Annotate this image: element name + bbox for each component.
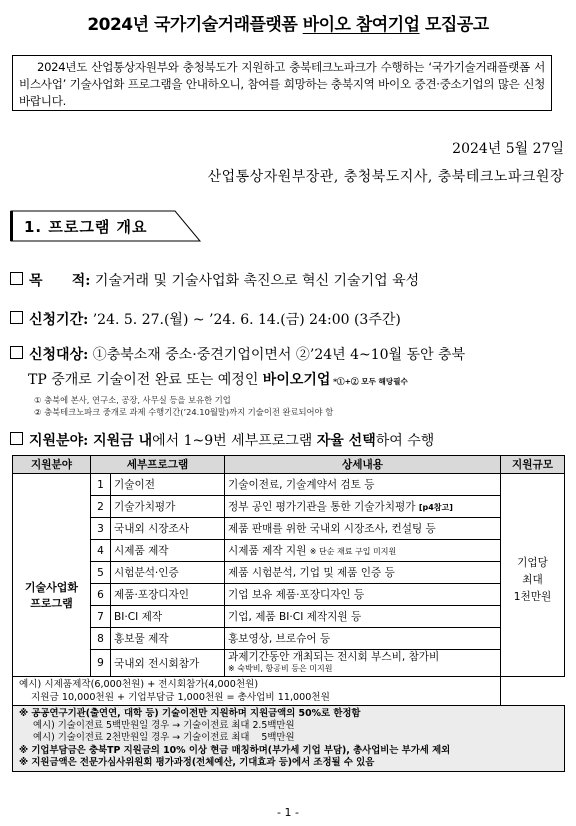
program-name: 기술가치평가 (111, 496, 225, 518)
program-name: 시험분석·인증 (111, 562, 225, 584)
detail-note: ※ 단순 재료 구입 미지원 (309, 547, 397, 556)
table-row (13, 518, 565, 540)
detail-text: 제품 판매를 위한 국내외 시장조사, 컨설팅 등 (228, 523, 436, 535)
target-line2c: *①+② 모두 해당필수 (330, 377, 408, 386)
program-detail (225, 540, 501, 562)
program-detail (225, 496, 501, 518)
detail-text: 정부 공인 평가기관을 통한 기술가치평가 (228, 501, 419, 513)
checkbox-icon (10, 311, 23, 324)
period-text: ’24. 5. 27.(월) ~ ’24. 6. 14.(금) 24:00 (3주간) (88, 312, 401, 328)
purpose-label: 목 적: (29, 273, 91, 289)
detail-text: 홍보영상, 브로슈어 등 (228, 633, 331, 645)
table-row (13, 628, 565, 650)
page-number: - 1 - (277, 806, 299, 819)
checkbox-icon (10, 272, 23, 285)
note-line: 예시) 기술이전료 5백만원일 경우 → 기술이전료 최대 2.5백만원 (33, 720, 295, 732)
row-number: 3 (91, 518, 111, 540)
intro-text: 2024년도 산업통상자원부와 충청북도가 지원하고 충북테크노파크가 수행하는 ‘국가기술거래플랫폼 서비스사업’ 기술사업화 프로그램을 안내하오니, 참여를 희망하는 충북지역 바이오 중견·중소기업의 많은 신청 바랍니다. (19, 60, 545, 108)
program-detail (225, 628, 501, 650)
program-name: 국내외 전시회참가 (111, 650, 225, 677)
program-name: 제품·포장디자인 (111, 584, 225, 606)
table-row (13, 496, 565, 518)
field-label: 지원분야: (29, 433, 89, 449)
row-number: 6 (91, 584, 111, 606)
checkbox-icon (10, 432, 23, 445)
table-row (13, 584, 565, 606)
issuer: 산업통상자원부장관, 충청북도지사, 충북테크노파크원장 (207, 169, 564, 185)
row-number: 4 (91, 540, 111, 562)
section-header (10, 210, 202, 242)
program-name: 국내외 시장조사 (111, 518, 225, 540)
detail-text: 기술이전료, 기술계약서 검토 등 (228, 479, 375, 491)
header-detail: 상세내용 (225, 456, 501, 474)
field-row (10, 430, 434, 450)
title-underlined: 바이오 참여기업 (302, 15, 420, 35)
notes-row (13, 706, 565, 772)
title-prefix: 2024년 국가기술거래플랫폼 (87, 15, 303, 35)
target-row (10, 344, 465, 364)
period-label: 신청기간: (29, 312, 89, 328)
target-line1: ①충북소재 중소·중견기업이면서 ②’24년 4~10월 동안 충북 (88, 347, 466, 363)
note-line: ※ 기업부담금은 충북TP 지원금의 10% 이상 현금 매칭하며(부가세 기업 부담), 총사업비는 부가세 제외 (19, 744, 451, 756)
header-scale: 지원규모 (501, 456, 565, 474)
example-cell (13, 677, 501, 706)
program-name: 시제품 제작 (111, 540, 225, 562)
field-text3: 자율 선택 (316, 433, 376, 449)
detail-text: 기업, 제품 BI·CI 제작지원 등 (228, 611, 362, 623)
row-number: 2 (91, 496, 111, 518)
program-name: 기술이전 (111, 474, 225, 496)
table-row (13, 650, 565, 677)
target-note-2: ② 충북테크노파크 중개로 과제 수행기간(’24.10월말)까지 기술이전 완료되어야 함 (34, 407, 334, 417)
target-line2a: TP 중개로 기술이전 완료 또는 예정인 (28, 372, 263, 388)
header-sub-program: 세부프로그램 (91, 456, 225, 474)
detail-text: 제품 시험분석, 기업 및 제품 인증 등 (228, 567, 395, 579)
page-title (0, 10, 576, 35)
example-line-2: 지원금 10,000천원 + 기업부담금 1,000천원 = 총사업비 11,000천원 (31, 692, 330, 703)
program-name: BI·CI 제작 (111, 606, 225, 628)
row-number: 1 (91, 474, 111, 496)
program-detail (225, 518, 501, 540)
period-row (10, 309, 401, 329)
program-detail (225, 562, 501, 584)
notes-cell (13, 706, 565, 772)
table-row (13, 474, 565, 496)
program-detail (225, 474, 501, 496)
checkbox-icon (10, 346, 23, 359)
scale-cell: 기업당 최대 1천만원 (501, 474, 565, 677)
program-table (12, 455, 565, 772)
target-note-1: ① 충북에 본사, 연구소, 공장, 사무실 등을 보유한 기업 (34, 395, 231, 405)
intro-box (12, 55, 552, 111)
program-detail (225, 606, 501, 628)
title-suffix: 모집공고 (419, 15, 489, 35)
table-row (13, 540, 565, 562)
example-row (13, 677, 565, 706)
table-row (13, 606, 565, 628)
announcement-date: 2024년 5월 27일 (452, 141, 564, 157)
purpose-text: 기술거래 및 기술사업화 촉진으로 혁신 기술기업 육성 (90, 273, 420, 289)
detail-note: ※ 숙박비, 항공비 등은 미지원 (228, 664, 333, 673)
purpose-row (10, 270, 419, 290)
row-number: 7 (91, 606, 111, 628)
detail-note: [p4참고] (418, 503, 453, 512)
note-line: 예시) 기술이전료 2천만원일 경우 → 기술이전료 최대 5백만원 (33, 732, 295, 744)
row-number: 9 (91, 650, 111, 677)
header-support-field: 지원분야 (13, 456, 91, 474)
detail-text: 과제기간동안 개최되는 전시회 부스비, 참가비 (228, 651, 440, 663)
field-text1: 지원금 내 (88, 433, 153, 449)
target-row-2 (28, 369, 408, 389)
field-text2: 에서 1~9번 세부프로그램 (152, 433, 317, 449)
field-text4: 하여 수행 (375, 433, 435, 449)
note-line: ※ 지원금액은 전문가심사위원회 평가과정(전체예산, 기대효과 등)에서 조정될 수 있음 (19, 756, 375, 768)
target-label: 신청대상: (29, 347, 89, 363)
target-line2b: 바이오기업 (262, 372, 331, 388)
table-row (13, 562, 565, 584)
detail-text: 기업 보유 제품·포장디자인 등 (228, 589, 365, 601)
program-detail (225, 650, 501, 677)
row-number: 5 (91, 562, 111, 584)
program-detail (225, 584, 501, 606)
table-header-row (13, 456, 565, 474)
category-cell: 기술사업화 프로그램 (13, 474, 91, 677)
note-line: ※ 공공연구기관(출연연, 대학 등) 기술이전만 지원하며 지원금액의 50%로 한정함 (19, 708, 361, 719)
row-number: 8 (91, 628, 111, 650)
program-name: 홍보물 제작 (111, 628, 225, 650)
example-line-1: 예시) 시제품제작(6,000천원) + 전시회참가(4,000천원) (19, 679, 259, 690)
detail-text: 시제품 제작 지원 (228, 545, 310, 557)
section-title: 1. 프로그램 개요 (24, 218, 148, 236)
